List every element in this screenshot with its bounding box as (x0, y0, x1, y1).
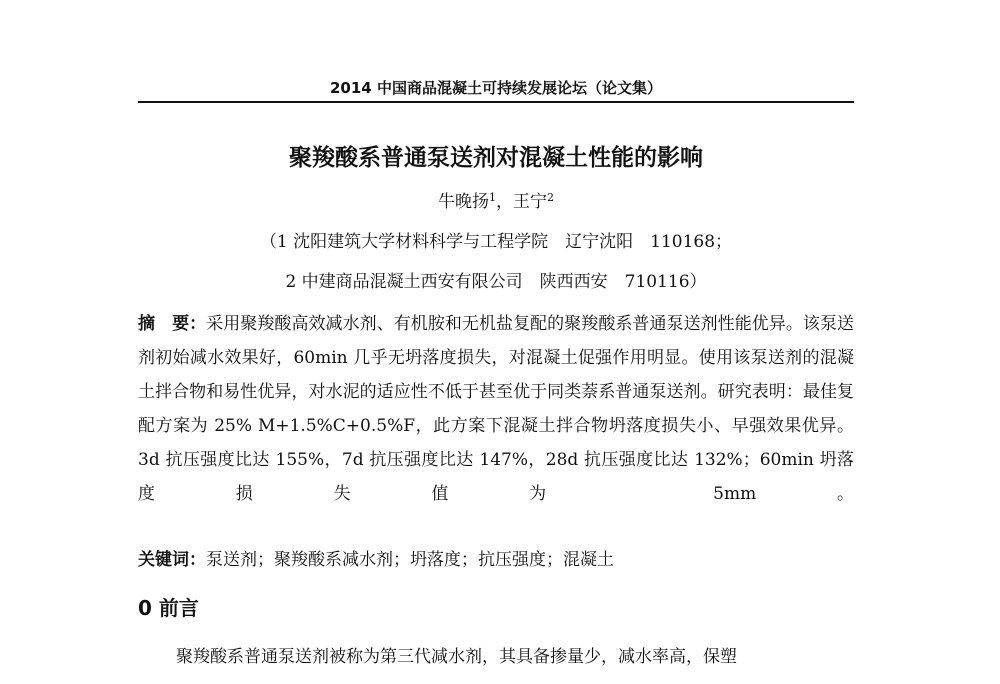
affiliation-line: 2 中建商品混凝土西安有限公司 陕西西安 710116） (285, 272, 707, 292)
body-paragraph: 聚羧酸系普通泵送剂被称为第三代减水剂，其具备掺量少，减水率高，保塑 (176, 647, 737, 667)
author-name: 王宁 (513, 192, 547, 212)
keywords-label: 关键词： (138, 550, 206, 570)
abstract-label: 摘 要： (138, 314, 207, 334)
section-number: 0 (138, 596, 152, 620)
section-title: 前言 (158, 596, 199, 620)
keywords-text: 泵送剂；聚羧酸系减水剂；坍落度；抗压强度；混凝土 (206, 550, 614, 570)
section-heading (138, 594, 199, 622)
keywords (138, 548, 854, 572)
header-rule (138, 101, 854, 103)
paper-title: 聚羧酸系普通泵送剂对混凝土性能的影响 (289, 145, 703, 171)
author-line (138, 190, 854, 214)
abstract-text: 采用聚羧酸高效减水剂、有机胺和无机盐复配的聚羧酸系普通泵送剂性能优异。该泵送剂初始减水效果好，60min 几乎无坍落度损失，对混凝土促强作用明显。使用该泵送剂的混凝土拌合物和易性优异，对水泥的适应性不低于甚至优于同类萘系普通泵送剂。研究表明：最佳复配方案为 25% M+1.5%C+0.5%F，此方案下混凝土拌合物坍落度损失小、早强效果优异。3d 抗压强度比达 155%，7d 抗压强度比达 147%，28d 抗压强度比达 132%；60min 坍落度损失值为 5mm。 (138, 314, 855, 504)
author-affiliation-mark: 1 (489, 191, 496, 204)
author-affiliation-mark: 2 (547, 191, 554, 204)
abstract (138, 307, 854, 511)
author-separator: ， (496, 192, 513, 212)
author-name: 牛晚扬 (438, 192, 489, 212)
affiliation-line: （1 沈阳建筑大学材料科学与工程学院 辽宁沈阳 110168； (259, 232, 733, 252)
running-header: 2014 中国商品混凝土可持续发展论坛（论文集） (330, 79, 662, 97)
